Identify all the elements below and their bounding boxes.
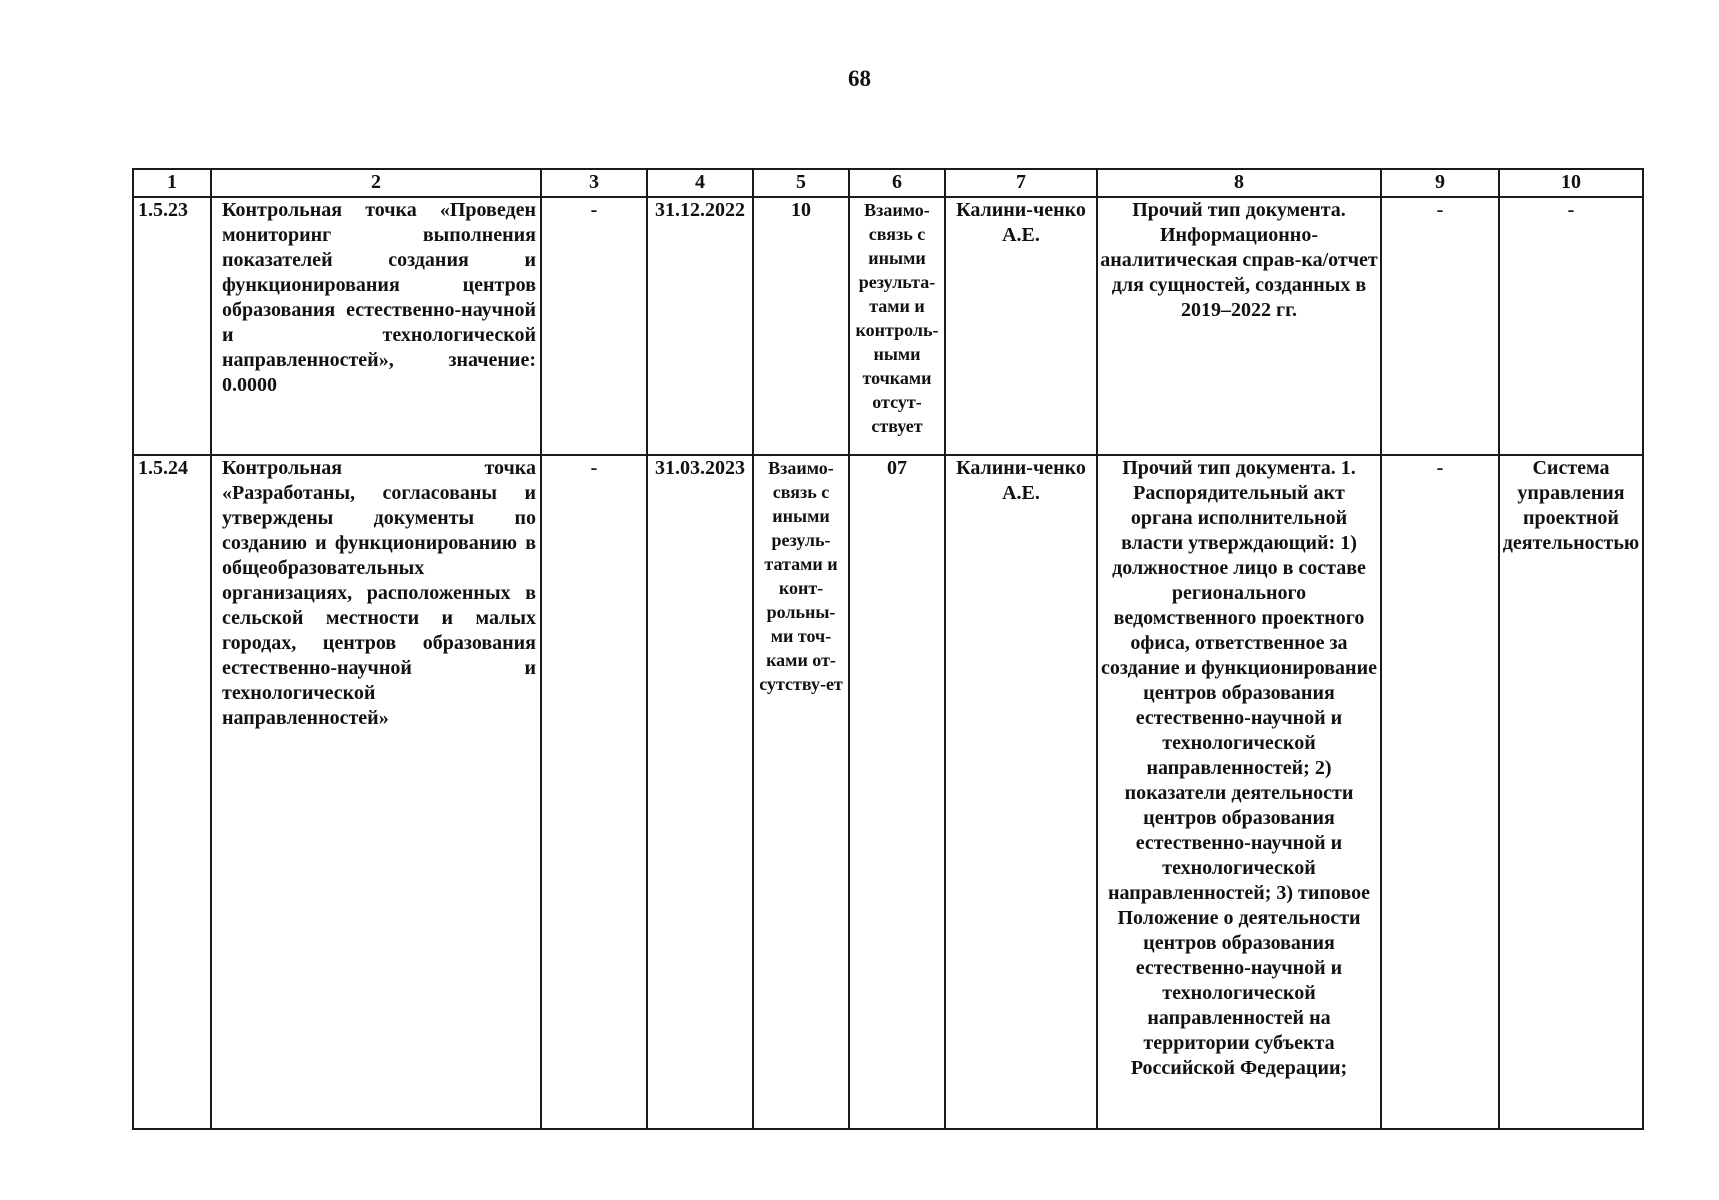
cell-col9: - [1381, 455, 1499, 1129]
cell-description: Контрольная точка «Разработаны, согласованы и утверждены документы по созданию и функционированию в общеобразовательных организациях, расположенных в сельской местности и малых городах, центров образования естественно-научной и технологической направленностей» [211, 455, 541, 1129]
table-row [133, 197, 1643, 455]
cell-col5: Взаимо-связь с иными резуль-татами и конт-рольны-ми точ-ками от-сутству-ет [753, 455, 849, 1129]
plan-table [132, 168, 1644, 1130]
col-header-8: 8 [1097, 169, 1381, 197]
col-header-10: 10 [1499, 169, 1643, 197]
cell-responsible: Калини-ченко А.Е. [945, 197, 1097, 455]
cell-responsible: Калини-ченко А.Е. [945, 455, 1097, 1129]
cell-col3: - [541, 197, 647, 455]
cell-number: 1.5.23 [133, 197, 211, 455]
header-row [133, 169, 1643, 197]
col-header-4: 4 [647, 169, 753, 197]
cell-col3: - [541, 455, 647, 1129]
cell-col10: Система управления проектной деятельностью [1499, 455, 1643, 1129]
cell-col6: 07 [849, 455, 945, 1129]
cell-number: 1.5.24 [133, 455, 211, 1129]
col-header-5: 5 [753, 169, 849, 197]
col-header-2: 2 [211, 169, 541, 197]
col-header-3: 3 [541, 169, 647, 197]
cell-document: Прочий тип документа. 1. Распорядительный акт органа исполнительной власти утверждающий: 1) должностное лицо в составе регионального ведомственного проектного офиса, ответственное за создание и функционирование центров образования естественно-научной и технологической направленностей; 2) показатели деятельности центров образования естественно-научной и технологической направленностей; 3) типовое Положение о деятельности центров образования естественно-научной и технологической направленностей на территории субъекта Российской Федерации; [1097, 455, 1381, 1129]
cell-col9: - [1381, 197, 1499, 455]
cell-col5: 10 [753, 197, 849, 455]
col-header-1: 1 [133, 169, 211, 197]
cell-document: Прочий тип документа. Информационно-аналитическая справ-ка/отчет для сущностей, созданных в 2019–2022 гг. [1097, 197, 1381, 455]
page-number: 68 [848, 66, 871, 91]
table-row [133, 455, 1643, 1129]
col-header-9: 9 [1381, 169, 1499, 197]
cell-col10: - [1499, 197, 1643, 455]
cell-date: 31.03.2023 [647, 455, 753, 1129]
cell-date: 31.12.2022 [647, 197, 753, 455]
col-header-6: 6 [849, 169, 945, 197]
cell-description: Контрольная точка «Проведен мониторинг выполнения показателей создания и функционирования центров образования естественно-научной и технологической направленностей», значение: 0.0000 [211, 197, 541, 455]
cell-col6: Взаимо-связь с иными результа-тами и контроль-ными точками отсут-ствует [849, 197, 945, 455]
col-header-7: 7 [945, 169, 1097, 197]
